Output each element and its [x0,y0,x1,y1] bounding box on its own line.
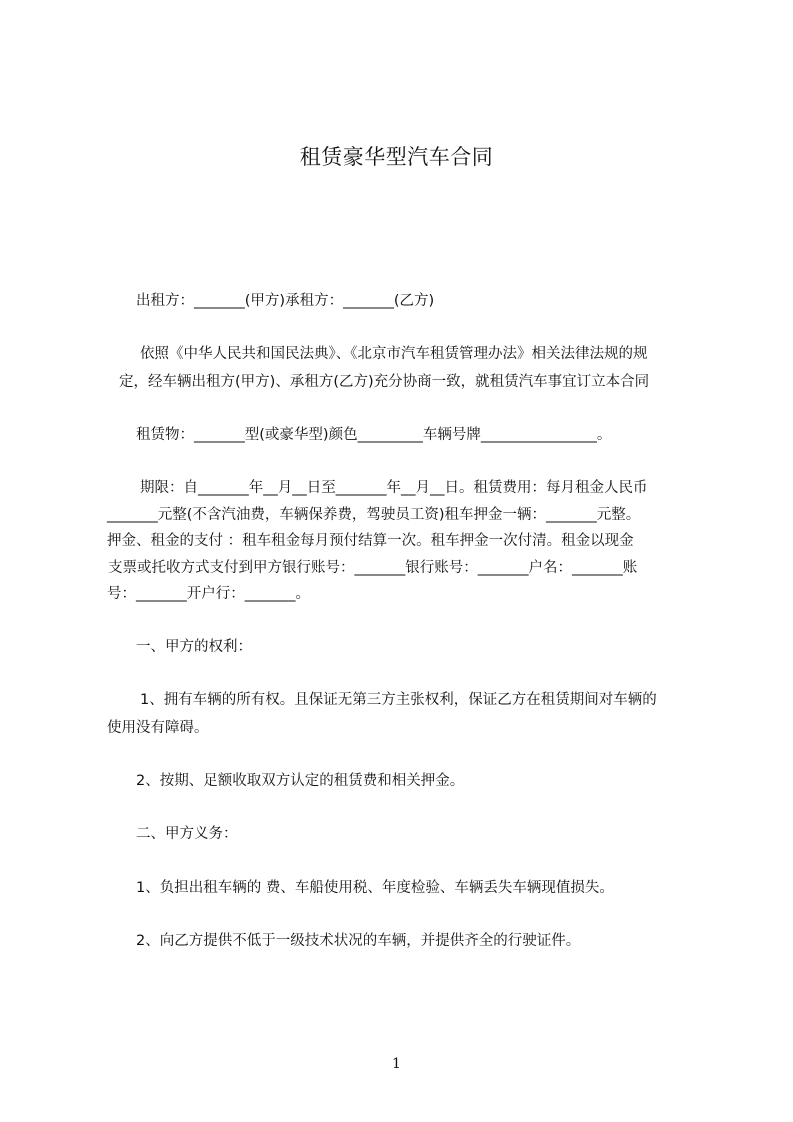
term-line-2: _______元整(不含汽油费，车辆保养费，驾驶员工资)租车押金一辆：_______元整。 [107,507,641,523]
basis-line-2: 定，经车辆出租方(甲方)、承租方(乙方)充分协商一致，就租赁汽车事宜订立本合同 [119,374,650,390]
subject-line: 租赁物：_______型(或豪华型)颜色_________车辆号牌________________。 [136,427,612,443]
section-1-heading: 一、甲方的权利： [136,639,252,655]
section-1-item-2: 2、按期、足额收取双方认定的租赁费和相关押金。 [136,773,465,789]
section-2-item-2: 2、向乙方提供不低于一级技术状况的车辆，并提供齐全的行驶证件。 [136,933,581,949]
page-number: 1 [392,1056,401,1072]
term-line-3: 押金、租金的支付 ：租车租金每月预付结算一次。租车押金一次付清。租金以现金 [107,533,634,549]
section-2-heading: 二、甲方义务： [136,826,238,842]
parties-line: 出租方：_______(甲方)承租方：_______(乙方) [136,293,435,309]
document-title: 租赁豪华型汽车合同 [299,145,494,169]
term-line-1: 期限：自_______年__月__日至_______年__月__日。租赁费用：每月租金人民币 [140,480,648,496]
section-1-item-1-line-1: 1、拥有车辆的所有权。且保证无第三方主张权利，保证乙方在租赁期间对车辆的 [140,692,657,708]
basis-line-1: 依照《中华人民共和国民法典》、《北京市汽车租赁管理办法》相关法律法规的规 [140,346,648,362]
term-line-4: 支票或托收方式支付到甲方银行账号：_______银行账号：_______户名：_______账 [108,560,638,576]
term-line-5: 号：_______开户行：_______。 [107,586,310,602]
section-2-item-1: 1、负担出租车辆的 费、车船使用税、年度检验、车辆丢失车辆现值损失。 [136,880,614,896]
section-1-item-1-line-2: 使用没有障碍。 [107,720,209,736]
